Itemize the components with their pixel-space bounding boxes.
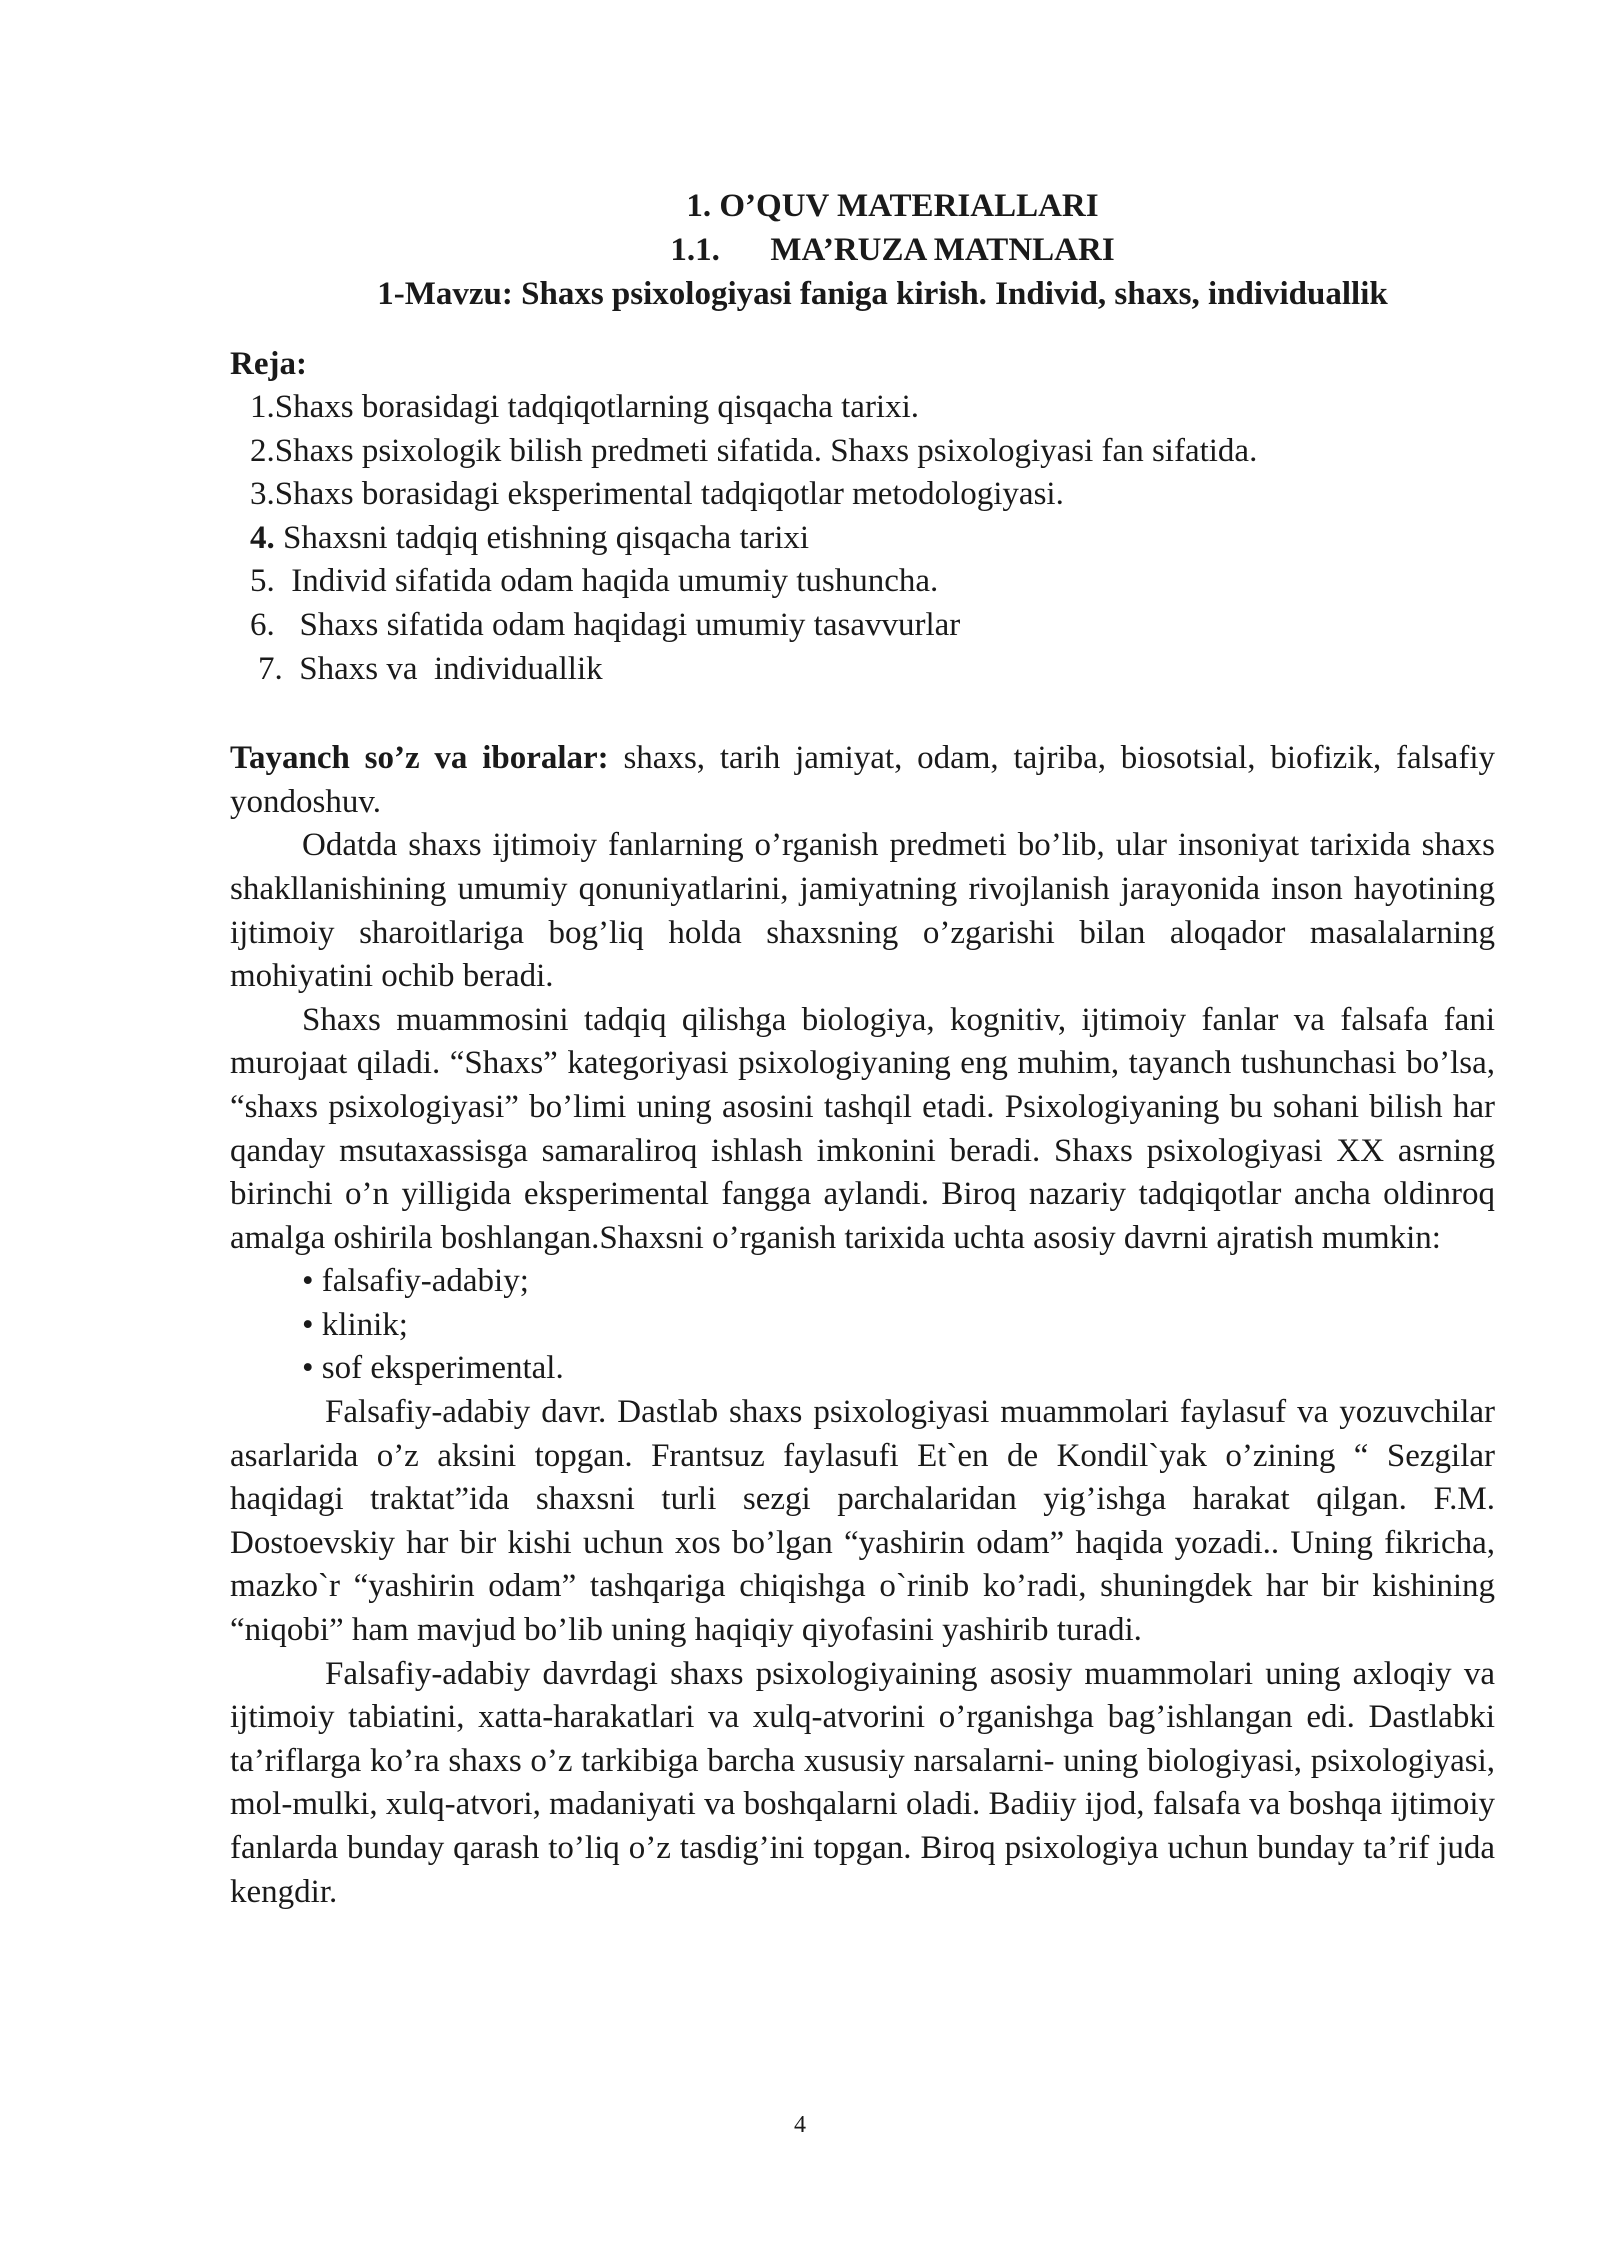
- plan-item: 3.Shaxs borasidagi eksperimental tadqiqotlar metodologiyasi.: [250, 476, 1064, 513]
- section-heading: [290, 228, 1495, 272]
- plan-list: [230, 386, 1495, 691]
- plan-title: Reja:: [230, 346, 307, 382]
- list-item: • falsafiy-adabiy;: [302, 1263, 529, 1300]
- document-page: [230, 184, 1495, 1914]
- keywords-text: shaxs, tarih jamiyat, odam, tajriba, biosotsial, biofizik, falsafiy yondoshuv.: [230, 740, 1495, 820]
- page-number: 4: [794, 2112, 806, 2138]
- section-title: MA’RUZA MATNLARI: [770, 232, 1115, 268]
- plan-item: 6. Shaxs sifatida odam haqidagi umumiy tasavvurlar: [250, 606, 961, 643]
- chapter-heading: 1. O’QUV MATERIALLARI: [686, 188, 1099, 224]
- plan-item: 7. Shaxs va individuallik: [258, 650, 603, 687]
- plan-item: 1.Shaxs borasidagi tadqiqotlarning qisqacha tarixi.: [250, 389, 920, 425]
- keywords-label: Tayanch so’z va iboralar:: [230, 740, 609, 777]
- paragraph-4: Falsafiy-adabiy davrdagi shaxs psixologiyaining asosiy muammolari uning axloqiy va ijtimoiy tabiatini, xatta-harakatlari va xulq-atvorini o’rganishga bag’ishlangan edi. Dastlabki ta’riflarga ko’ra shaxs o’z tarkibiga barcha xususiy narsalarni- uning biologiyasi, psixologiyasi, mol-mulki, xulq-atvori, madaniyati va boshqalarni oladi. Badiiy ijod, falsafa va boshqa ijtimoiy fanlarda bunday qarash to’liq o’z tasdig’ini topgan. Biroq psixologiya uchun bunday ta’rif juda kengdir.: [230, 1655, 1495, 1910]
- list-item: • klinik;: [302, 1306, 408, 1343]
- list-item: • sof eksperimental.: [302, 1350, 564, 1387]
- section-number: 1.1.: [670, 232, 720, 268]
- paragraph-2: Shaxs muammosini tadqiq qilishga biologiya, kognitiv, ijtimoiy fanlar va falsafa fani murojaat qiladi. “Shaxs” kategoriyasi psixologiyaning eng muhim, tayanch tushunchasi bo’lsa, “shaxs psixologiyasi” bo’limi uning asosini tashqil etadi. Psixologiyaning bu sohani bilish har qanday msutaxassisga samaraliroq ishlash imkonini beradi. Shaxs psixologiyasi XX asrning birinchi o’n yilligida eksperimental fangga aylandi. Biroq nazariy tadqiqotlar ancha oldinroq amalga oshirila boshlangan.Shaxsni o’rganish tarixida uchta asosiy davrni ajratish mumkin:: [230, 1001, 1495, 1256]
- plan-item: 4. Shaxsni tadqiq etishning qisqacha tarixi: [250, 519, 810, 556]
- plan-item: 2.Shaxs psixologik bilish predmeti sifatida. Shaxs psixologiyasi fan sifatida.: [250, 432, 1258, 469]
- keywords-paragraph: [230, 737, 1495, 824]
- topic-heading: 1-Mavzu: Shaxs psixologiyasi faniga kirish. Individ, shaxs, individuallik: [377, 276, 1388, 312]
- paragraph-1: Odatda shaxs ijtimoiy fanlarning o’rganish predmeti bo’lib, ular insoniyat tarixida shaxs shakllanishining umumiy qonuniyatlarini, jamiyatning rivojlanish jarayonida inson hayotining ijtimoiy sharoitlariga bog’liq holda shaxsning o’zgarishi bilan aloqador masalalarning mohiyatini ochib beradi.: [230, 827, 1495, 995]
- paragraph-3: Falsafiy-adabiy davr. Dastlab shaxs psixologiyasi muammolari faylasuf va yozuvchilar asarlarida o’z aksini topgan. Frantsuz faylasufi Et`en de Kondil`yak o’zining “ Sezgilar haqidagi traktat”ida shaxsni turli sezgi parchalaridan yig’ishga harakat qilgan. F.M. Dostoevskiy har bir kishi uchun xos bo’lgan “yashirin odam” haqida yozadi.. Uning fikricha, mazko`r “yashirin odam” tashqariga chiqishga o`rinib ko’radi, shuningdek har bir kishining “niqobi” ham mavjud bo’lib uning haqiqiy qiyofasini yashirib turadi.: [230, 1394, 1495, 1649]
- plan-item: 5. Individ sifatida odam haqida umumiy tushuncha.: [250, 563, 939, 600]
- periods-list: [230, 1260, 1495, 1391]
